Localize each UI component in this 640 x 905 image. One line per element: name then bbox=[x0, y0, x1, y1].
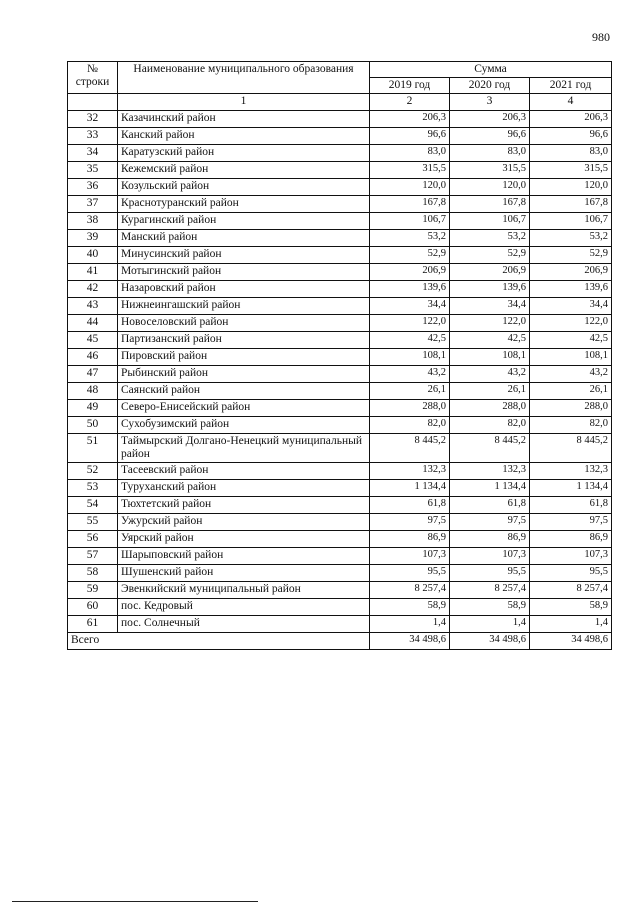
total-2021: 34 498,6 bbox=[530, 633, 612, 650]
value-2019: 1 134,4 bbox=[370, 480, 450, 497]
value-2020: 1 134,4 bbox=[450, 480, 530, 497]
value-2020: 34,4 bbox=[450, 297, 530, 314]
table-row bbox=[68, 127, 612, 144]
municipality-name: Кежемский район bbox=[118, 161, 370, 178]
value-2021: 139,6 bbox=[530, 280, 612, 297]
municipality-name: Курагинский район bbox=[118, 212, 370, 229]
table-row bbox=[68, 178, 612, 195]
value-2021: 26,1 bbox=[530, 382, 612, 399]
value-2021: 288,0 bbox=[530, 399, 612, 416]
municipality-name: пос. Кедровый bbox=[118, 599, 370, 616]
row-number: 61 bbox=[68, 616, 118, 633]
value-2021: 82,0 bbox=[530, 416, 612, 433]
header-year-2021: 2021 год bbox=[530, 78, 612, 94]
value-2020: 83,0 bbox=[450, 144, 530, 161]
value-2020: 96,6 bbox=[450, 127, 530, 144]
municipality-name: Казачинский район bbox=[118, 110, 370, 127]
municipality-name: Тюхтетский район bbox=[118, 497, 370, 514]
value-2020: 315,5 bbox=[450, 161, 530, 178]
row-number: 43 bbox=[68, 297, 118, 314]
table-row bbox=[68, 599, 612, 616]
table-row bbox=[68, 382, 612, 399]
total-2020: 34 498,6 bbox=[450, 633, 530, 650]
municipality-name: Назаровский район bbox=[118, 280, 370, 297]
column-number-4: 4 bbox=[530, 94, 612, 110]
value-2020: 86,9 bbox=[450, 531, 530, 548]
row-number: 41 bbox=[68, 263, 118, 280]
value-2021: 96,6 bbox=[530, 127, 612, 144]
value-2020: 107,3 bbox=[450, 548, 530, 565]
table-row bbox=[68, 582, 612, 599]
header-municipality-name: Наименование муниципального образования bbox=[118, 62, 370, 94]
table-row bbox=[68, 195, 612, 212]
table-row bbox=[68, 229, 612, 246]
column-number-empty bbox=[68, 94, 118, 110]
header-sum: Сумма bbox=[370, 62, 612, 78]
value-2021: 61,8 bbox=[530, 497, 612, 514]
value-2019: 132,3 bbox=[370, 463, 450, 480]
table-body bbox=[68, 110, 612, 632]
value-2019: 83,0 bbox=[370, 144, 450, 161]
row-number: 33 bbox=[68, 127, 118, 144]
value-2021: 120,0 bbox=[530, 178, 612, 195]
table-row bbox=[68, 531, 612, 548]
value-2019: 122,0 bbox=[370, 314, 450, 331]
row-number: 57 bbox=[68, 548, 118, 565]
value-2021: 58,9 bbox=[530, 599, 612, 616]
value-2021: 34,4 bbox=[530, 297, 612, 314]
total-label: Всего bbox=[68, 633, 370, 650]
value-2020: 288,0 bbox=[450, 399, 530, 416]
table-row bbox=[68, 565, 612, 582]
value-2021: 107,3 bbox=[530, 548, 612, 565]
municipality-name: Краснотуранский район bbox=[118, 195, 370, 212]
header-row-number: № строки bbox=[68, 62, 118, 94]
value-2019: 206,9 bbox=[370, 263, 450, 280]
value-2020: 106,7 bbox=[450, 212, 530, 229]
value-2019: 106,7 bbox=[370, 212, 450, 229]
value-2019: 53,2 bbox=[370, 229, 450, 246]
table-row bbox=[68, 212, 612, 229]
municipality-name: Партизанский район bbox=[118, 331, 370, 348]
value-2020: 1,4 bbox=[450, 616, 530, 633]
table-row bbox=[68, 514, 612, 531]
row-number: 50 bbox=[68, 416, 118, 433]
value-2019: 1,4 bbox=[370, 616, 450, 633]
value-2020: 206,9 bbox=[450, 263, 530, 280]
value-2019: 52,9 bbox=[370, 246, 450, 263]
value-2019: 42,5 bbox=[370, 331, 450, 348]
value-2019: 8 445,2 bbox=[370, 433, 450, 462]
row-number: 49 bbox=[68, 399, 118, 416]
table-row bbox=[68, 399, 612, 416]
row-number: 37 bbox=[68, 195, 118, 212]
municipality-name: Таймырский Долгано-Ненецкий муниципальный район bbox=[118, 433, 370, 462]
table-row bbox=[68, 463, 612, 480]
table-row bbox=[68, 480, 612, 497]
municipality-name: Саянский район bbox=[118, 382, 370, 399]
row-number: 55 bbox=[68, 514, 118, 531]
table-row bbox=[68, 297, 612, 314]
value-2021: 132,3 bbox=[530, 463, 612, 480]
value-2020: 58,9 bbox=[450, 599, 530, 616]
row-number: 36 bbox=[68, 178, 118, 195]
municipality-name: Козульский район bbox=[118, 178, 370, 195]
table-row bbox=[68, 616, 612, 633]
subsidy-table bbox=[67, 61, 612, 650]
municipality-name: Северо-Енисейский район bbox=[118, 399, 370, 416]
municipality-name: Канский район bbox=[118, 127, 370, 144]
value-2020: 43,2 bbox=[450, 365, 530, 382]
value-2020: 122,0 bbox=[450, 314, 530, 331]
value-2021: 97,5 bbox=[530, 514, 612, 531]
value-2020: 108,1 bbox=[450, 348, 530, 365]
value-2019: 206,3 bbox=[370, 110, 450, 127]
value-2019: 95,5 bbox=[370, 565, 450, 582]
row-number: 45 bbox=[68, 331, 118, 348]
value-2019: 43,2 bbox=[370, 365, 450, 382]
row-number: 42 bbox=[68, 280, 118, 297]
value-2019: 61,8 bbox=[370, 497, 450, 514]
row-number: 32 bbox=[68, 110, 118, 127]
row-number: 58 bbox=[68, 565, 118, 582]
row-number: 60 bbox=[68, 599, 118, 616]
total-2019: 34 498,6 bbox=[370, 633, 450, 650]
row-number: 35 bbox=[68, 161, 118, 178]
value-2021: 1 134,4 bbox=[530, 480, 612, 497]
value-2020: 132,3 bbox=[450, 463, 530, 480]
table-row bbox=[68, 144, 612, 161]
value-2021: 86,9 bbox=[530, 531, 612, 548]
column-number-2: 2 bbox=[370, 94, 450, 110]
value-2020: 42,5 bbox=[450, 331, 530, 348]
value-2021: 53,2 bbox=[530, 229, 612, 246]
value-2019: 139,6 bbox=[370, 280, 450, 297]
table-row bbox=[68, 110, 612, 127]
value-2020: 8 445,2 bbox=[450, 433, 530, 462]
table-row bbox=[68, 548, 612, 565]
row-number: 52 bbox=[68, 463, 118, 480]
column-number-3: 3 bbox=[450, 94, 530, 110]
value-2021: 8 445,2 bbox=[530, 433, 612, 462]
value-2021: 95,5 bbox=[530, 565, 612, 582]
value-2021: 122,0 bbox=[530, 314, 612, 331]
municipality-name: Тасеевский район bbox=[118, 463, 370, 480]
table-row bbox=[68, 348, 612, 365]
table-row bbox=[68, 246, 612, 263]
table-row bbox=[68, 280, 612, 297]
table-row bbox=[68, 497, 612, 514]
row-number: 39 bbox=[68, 229, 118, 246]
municipality-name: Мотыгинский район bbox=[118, 263, 370, 280]
row-number: 34 bbox=[68, 144, 118, 161]
value-2020: 61,8 bbox=[450, 497, 530, 514]
row-number: 59 bbox=[68, 582, 118, 599]
value-2019: 108,1 bbox=[370, 348, 450, 365]
value-2019: 288,0 bbox=[370, 399, 450, 416]
value-2021: 206,3 bbox=[530, 110, 612, 127]
value-2019: 26,1 bbox=[370, 382, 450, 399]
value-2021: 167,8 bbox=[530, 195, 612, 212]
municipality-name: Шушенский район bbox=[118, 565, 370, 582]
value-2019: 96,6 bbox=[370, 127, 450, 144]
municipality-name: Минусинский район bbox=[118, 246, 370, 263]
header-year-2019: 2019 год bbox=[370, 78, 450, 94]
row-number: 38 bbox=[68, 212, 118, 229]
table-row bbox=[68, 331, 612, 348]
value-2020: 139,6 bbox=[450, 280, 530, 297]
municipality-name: Новоселовский район bbox=[118, 314, 370, 331]
municipality-name: Рыбинский район bbox=[118, 365, 370, 382]
municipality-name: Нижнеингашский район bbox=[118, 297, 370, 314]
value-2019: 315,5 bbox=[370, 161, 450, 178]
value-2021: 52,9 bbox=[530, 246, 612, 263]
municipality-name: пос. Солнечный bbox=[118, 616, 370, 633]
value-2021: 8 257,4 bbox=[530, 582, 612, 599]
municipality-name: Уярский район bbox=[118, 531, 370, 548]
column-number-1: 1 bbox=[118, 94, 370, 110]
row-number: 46 bbox=[68, 348, 118, 365]
page-number: 980 bbox=[592, 30, 610, 44]
value-2019: 58,9 bbox=[370, 599, 450, 616]
row-number: 53 bbox=[68, 480, 118, 497]
value-2019: 82,0 bbox=[370, 416, 450, 433]
row-number: 40 bbox=[68, 246, 118, 263]
table-row bbox=[68, 263, 612, 280]
row-number: 44 bbox=[68, 314, 118, 331]
municipality-name: Пировский район bbox=[118, 348, 370, 365]
value-2021: 42,5 bbox=[530, 331, 612, 348]
value-2019: 86,9 bbox=[370, 531, 450, 548]
municipality-name: Шарыповский район bbox=[118, 548, 370, 565]
value-2021: 106,7 bbox=[530, 212, 612, 229]
value-2019: 97,5 bbox=[370, 514, 450, 531]
value-2021: 1,4 bbox=[530, 616, 612, 633]
municipality-name: Сухобузимский район bbox=[118, 416, 370, 433]
municipality-name: Манский район bbox=[118, 229, 370, 246]
municipality-name: Ужурский район bbox=[118, 514, 370, 531]
value-2021: 43,2 bbox=[530, 365, 612, 382]
value-2020: 120,0 bbox=[450, 178, 530, 195]
row-number: 54 bbox=[68, 497, 118, 514]
value-2020: 26,1 bbox=[450, 382, 530, 399]
value-2020: 53,2 bbox=[450, 229, 530, 246]
value-2020: 206,3 bbox=[450, 110, 530, 127]
value-2020: 97,5 bbox=[450, 514, 530, 531]
value-2021: 315,5 bbox=[530, 161, 612, 178]
row-number: 56 bbox=[68, 531, 118, 548]
value-2019: 167,8 bbox=[370, 195, 450, 212]
municipality-name: Каратузский район bbox=[118, 144, 370, 161]
value-2020: 52,9 bbox=[450, 246, 530, 263]
value-2019: 120,0 bbox=[370, 178, 450, 195]
table-row bbox=[68, 433, 612, 462]
value-2021: 83,0 bbox=[530, 144, 612, 161]
table-row bbox=[68, 365, 612, 382]
value-2019: 107,3 bbox=[370, 548, 450, 565]
value-2021: 108,1 bbox=[530, 348, 612, 365]
row-number: 47 bbox=[68, 365, 118, 382]
municipality-name: Эвенкийский муниципальный район bbox=[118, 582, 370, 599]
value-2021: 206,9 bbox=[530, 263, 612, 280]
row-number: 51 bbox=[68, 433, 118, 462]
footer-rule bbox=[12, 901, 258, 902]
row-number: 48 bbox=[68, 382, 118, 399]
value-2020: 8 257,4 bbox=[450, 582, 530, 599]
total-row bbox=[68, 633, 612, 650]
municipality-name: Туруханский район bbox=[118, 480, 370, 497]
table-row bbox=[68, 161, 612, 178]
value-2019: 8 257,4 bbox=[370, 582, 450, 599]
table-row bbox=[68, 314, 612, 331]
value-2019: 34,4 bbox=[370, 297, 450, 314]
value-2020: 95,5 bbox=[450, 565, 530, 582]
table-row bbox=[68, 416, 612, 433]
value-2020: 82,0 bbox=[450, 416, 530, 433]
value-2020: 167,8 bbox=[450, 195, 530, 212]
header-year-2020: 2020 год bbox=[450, 78, 530, 94]
